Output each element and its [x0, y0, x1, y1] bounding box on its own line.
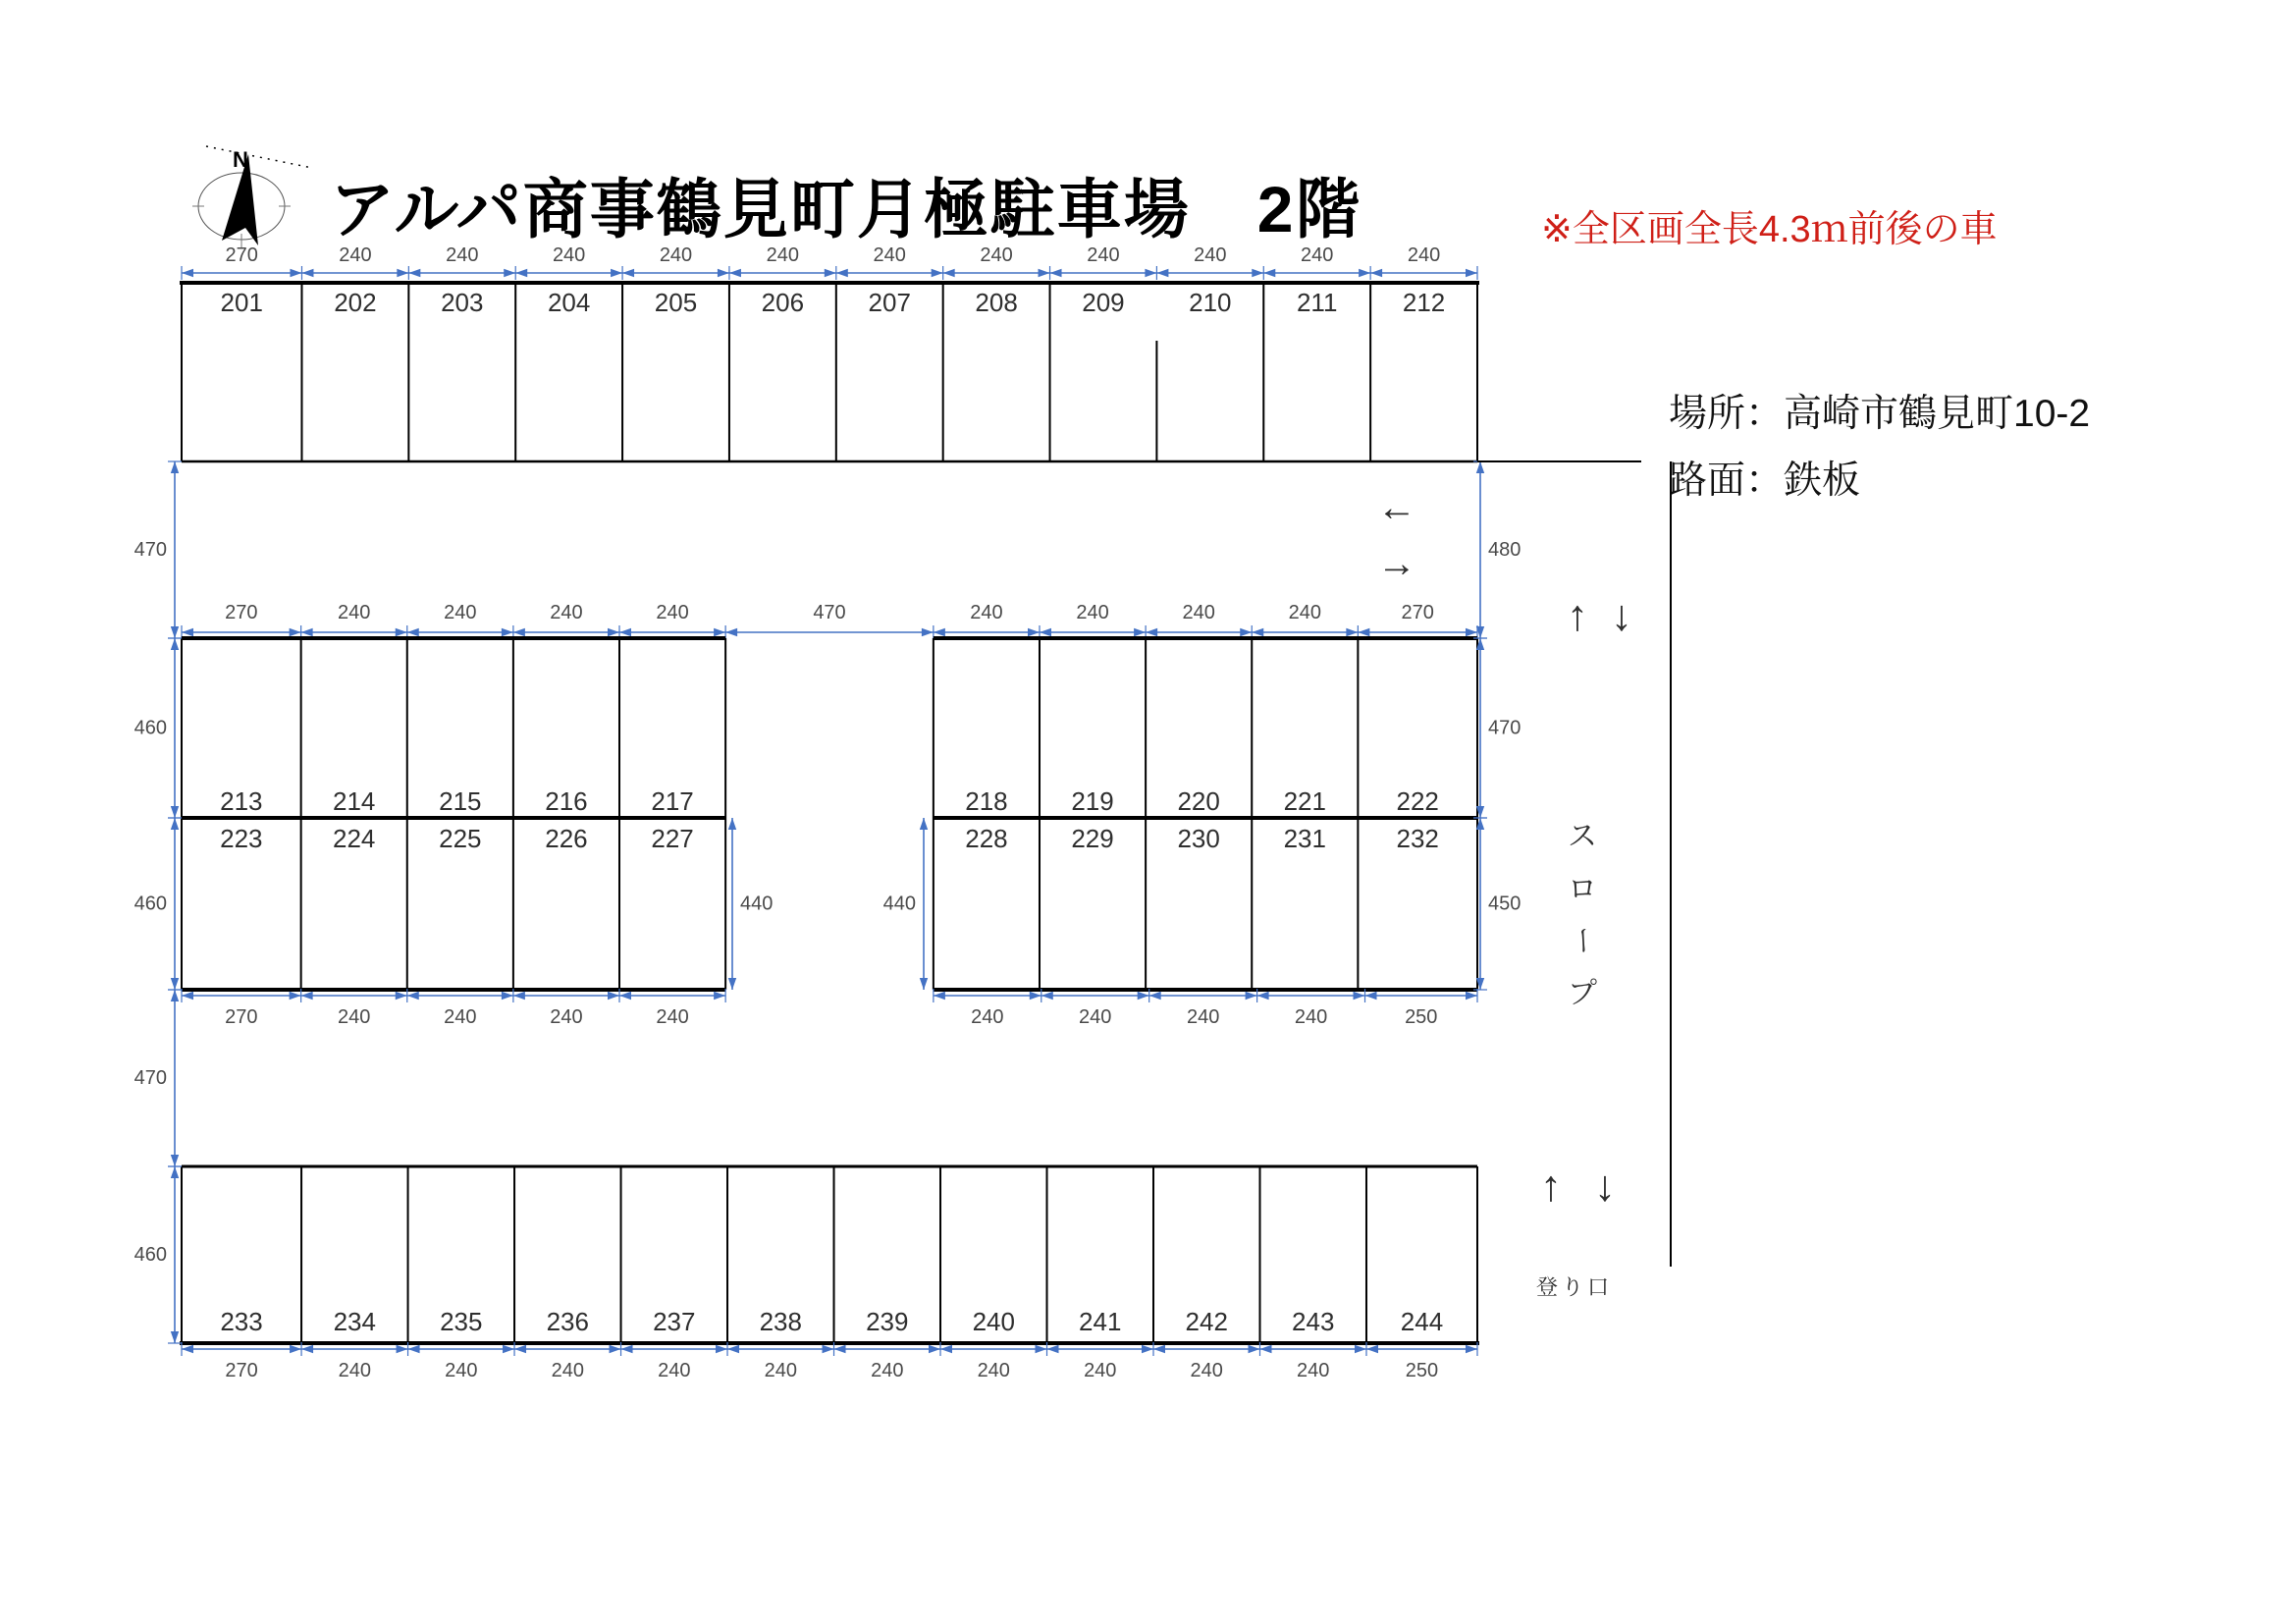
bottom-dim-arrow	[1047, 1345, 1059, 1353]
space-label: 232	[1396, 824, 1439, 853]
mid-dim-arrow	[502, 628, 513, 636]
space-label: 218	[965, 786, 1008, 816]
bottom-dim-arrow	[621, 1345, 633, 1353]
bottom-dim-label: 250	[1405, 1360, 1439, 1381]
top-dim-label: 240	[552, 244, 586, 266]
top-dim-label: 240	[766, 244, 800, 266]
space-label: 228	[965, 824, 1008, 853]
top-dim-arrow	[622, 269, 634, 277]
space-label: 235	[440, 1307, 483, 1336]
top-dim-arrow	[836, 269, 848, 277]
bottom-dim-label: 240	[1084, 1360, 1117, 1381]
top-dim-label: 240	[1407, 244, 1441, 266]
mid-dim-arrow	[182, 628, 193, 636]
bottom-dim-arrow	[290, 1345, 301, 1353]
top-dim-label: 240	[1087, 244, 1120, 266]
bottom-dim-arrow	[1142, 1345, 1153, 1353]
mid2-dim-right-arrow	[1041, 992, 1053, 1000]
space-label: 203	[441, 288, 484, 317]
mid2-dim-left-arrow	[407, 992, 419, 1000]
inner-dim-arrow	[728, 978, 736, 990]
top-dim-label: 240	[659, 244, 693, 266]
bottom-dim-arrow	[834, 1345, 846, 1353]
top-dim-arrow	[1466, 269, 1477, 277]
bottom-dim-arrow	[1366, 1345, 1378, 1353]
mid2-dim-left-arrow	[396, 992, 407, 1000]
top-dim-label: 240	[339, 244, 372, 266]
mid2-dim-right-arrow	[1030, 992, 1041, 1000]
ramp-label-char: ー	[1566, 926, 1599, 955]
space-label: 237	[653, 1307, 696, 1336]
space-label: 216	[545, 786, 588, 816]
bottom-dim-label: 240	[445, 1360, 478, 1381]
top-dim-arrow	[1156, 269, 1168, 277]
left-dim-label: 460	[133, 893, 167, 915]
space-label: 208	[975, 288, 1018, 317]
mid-dim-arrow	[619, 628, 631, 636]
mid2-dim-right-arrow	[1466, 992, 1477, 1000]
mid2-dim-left-arrow	[714, 992, 725, 1000]
space-label: 229	[1071, 824, 1114, 853]
top-dim-arrow	[1050, 269, 1062, 277]
space-label: 222	[1396, 786, 1439, 816]
space-label: 212	[1402, 288, 1446, 317]
mid-dim-arrow	[725, 628, 737, 636]
mid-dim-label: 240	[444, 602, 477, 623]
top-dim-arrow	[504, 269, 515, 277]
mid2-dim-right-arrow	[1138, 992, 1149, 1000]
location-text: 場所：高崎市鶴見町10-2	[1669, 393, 2091, 435]
top-dim-arrow	[182, 269, 193, 277]
mid-dim-arrow	[922, 628, 934, 636]
left-dim-arrow	[171, 978, 179, 990]
top-dim-arrow	[1263, 269, 1275, 277]
mid-dim-arrow	[1146, 628, 1157, 636]
mid-dim-arrow	[1134, 628, 1146, 636]
left-dim-arrow	[171, 990, 179, 1001]
space-label: 215	[439, 786, 482, 816]
space-label: 234	[333, 1307, 376, 1336]
inner-dim-label: 440	[740, 893, 774, 915]
space-label: 231	[1283, 824, 1326, 853]
space-label: 221	[1283, 786, 1326, 816]
space-label: 214	[333, 786, 376, 816]
mid-dim-label: 240	[1076, 602, 1109, 623]
mid2-dim-left-arrow	[301, 992, 313, 1000]
right-dim-arrow	[1476, 461, 1484, 473]
ramp-label-char: ロ	[1568, 873, 1597, 906]
ramp-up-arrow-lower: ↑	[1540, 1162, 1562, 1211]
size-note: ※全区画全長4.3ｍ前後の車	[1541, 209, 1998, 250]
mid2-dim-left-arrow	[502, 992, 513, 1000]
bottom-dim-arrow	[301, 1345, 313, 1353]
space-label: 207	[868, 288, 911, 317]
bottom-dim-label: 240	[764, 1360, 797, 1381]
bottom-dim-label: 240	[1190, 1360, 1223, 1381]
left-dim-arrow	[171, 1155, 179, 1166]
mid2-dim-left-arrow	[513, 992, 525, 1000]
mid-dim-arrow	[1466, 628, 1477, 636]
top-dim-label: 240	[980, 244, 1013, 266]
space-label: 226	[545, 824, 588, 853]
right-dim-label: 470	[1488, 717, 1522, 739]
bottom-dim-arrow	[1466, 1345, 1477, 1353]
mid-dim-label: 240	[1288, 602, 1321, 623]
left-dim-arrow	[171, 1166, 179, 1178]
bottom-dim-arrow	[503, 1345, 514, 1353]
mid2-dim-right-label: 240	[1186, 1006, 1220, 1028]
space-label: 219	[1071, 786, 1114, 816]
space-label: 225	[439, 824, 482, 853]
bottom-dim-arrow	[610, 1345, 621, 1353]
mid-dim-arrow	[1252, 628, 1263, 636]
ramp-down-arrow-lower: ↓	[1594, 1162, 1616, 1211]
mid-dim-arrow	[1240, 628, 1252, 636]
space-label: 201	[220, 288, 263, 317]
mid2-dim-left-label: 240	[338, 1006, 371, 1028]
ramp-entrance-label: 登り口	[1535, 1274, 1614, 1300]
inner-dim-label: 440	[882, 893, 916, 915]
right-dim-label: 450	[1488, 893, 1522, 915]
mid2-dim-left-arrow	[182, 992, 193, 1000]
right-dim-label: 480	[1488, 539, 1522, 561]
aisle-right-arrow: →	[1377, 542, 1416, 585]
mid-dim-label: 240	[550, 602, 583, 623]
left-dim-arrow	[171, 626, 179, 638]
space-label: 227	[651, 824, 694, 853]
space-label: 202	[334, 288, 377, 317]
space-label: 230	[1177, 824, 1220, 853]
mid-dim-label: 270	[225, 602, 258, 623]
bottom-dim-arrow	[1153, 1345, 1165, 1353]
mid2-dim-right-arrow	[1365, 992, 1377, 1000]
left-dim-label: 460	[133, 1244, 167, 1266]
mid-dim-arrow	[1040, 628, 1051, 636]
space-label: 242	[1185, 1307, 1228, 1336]
bottom-dim-label: 240	[658, 1360, 691, 1381]
mid2-dim-right-arrow	[934, 992, 945, 1000]
mid2-dim-right-label: 240	[971, 1006, 1004, 1028]
top-dim-arrow	[825, 269, 836, 277]
space-label: 241	[1079, 1307, 1122, 1336]
page-title: アルパ商事鶴見町月極駐車場 2階	[330, 173, 1362, 245]
space-label: 238	[759, 1307, 802, 1336]
bottom-dim-arrow	[929, 1345, 940, 1353]
left-dim-arrow	[171, 638, 179, 650]
space-label: 243	[1292, 1307, 1335, 1336]
mid-dim-arrow	[407, 628, 419, 636]
mid-dim-arrow	[1358, 628, 1369, 636]
ramp-up-arrow-upper: ↑	[1567, 591, 1588, 640]
top-dim-arrow	[611, 269, 622, 277]
mid2-dim-right-arrow	[1149, 992, 1161, 1000]
mid2-dim-right-arrow	[1354, 992, 1365, 1000]
left-dim-label: 470	[133, 1067, 167, 1089]
mid2-dim-left-arrow	[608, 992, 619, 1000]
top-dim-label: 270	[225, 244, 258, 266]
bottom-dim-arrow	[940, 1345, 952, 1353]
inner-dim-arrow	[728, 818, 736, 830]
space-label: 206	[761, 288, 805, 317]
bottom-dim-label: 240	[338, 1360, 371, 1381]
bottom-dim-arrow	[514, 1345, 526, 1353]
bottom-dim-label: 240	[551, 1360, 584, 1381]
bottom-dim-label: 240	[1297, 1360, 1330, 1381]
bottom-dim-arrow	[1248, 1345, 1259, 1353]
mid-dim-arrow	[714, 628, 725, 636]
bottom-dim-arrow	[182, 1345, 193, 1353]
mid-dim-arrow	[608, 628, 619, 636]
aisle-left-arrow: ←	[1377, 486, 1416, 529]
bottom-dim-arrow	[1355, 1345, 1366, 1353]
left-dim-label: 470	[133, 539, 167, 561]
space-label: 205	[654, 288, 698, 317]
top-dim-arrow	[1039, 269, 1050, 277]
space-label: 220	[1177, 786, 1220, 816]
left-dim-label: 460	[133, 717, 167, 739]
left-dim-arrow	[171, 806, 179, 818]
mid2-dim-left-label: 270	[225, 1006, 258, 1028]
ramp-label-char: ス	[1568, 820, 1597, 853]
bottom-dim-arrow	[1036, 1345, 1047, 1353]
left-dim-arrow	[171, 818, 179, 830]
top-dim-arrow	[301, 269, 313, 277]
mid-dim-label: 470	[813, 602, 846, 623]
bottom-dim-arrow	[1259, 1345, 1271, 1353]
top-dim-arrow	[1370, 269, 1382, 277]
space-label: 239	[866, 1307, 909, 1336]
top-dim-arrow	[943, 269, 955, 277]
mid2-dim-right-arrow	[1246, 992, 1257, 1000]
mid2-dim-right-label: 240	[1294, 1006, 1328, 1028]
mid-dim-arrow	[290, 628, 301, 636]
mid2-dim-right-label: 240	[1079, 1006, 1112, 1028]
top-dim-arrow	[1359, 269, 1370, 277]
top-dim-label: 240	[446, 244, 479, 266]
mid2-dim-right-arrow	[1257, 992, 1269, 1000]
top-dim-label: 240	[1194, 244, 1227, 266]
space-label: 244	[1400, 1307, 1444, 1336]
bottom-dim-arrow	[823, 1345, 834, 1353]
top-dim-arrow	[1252, 269, 1263, 277]
top-dim-arrow	[729, 269, 741, 277]
space-label: 210	[1189, 288, 1232, 317]
bottom-dim-arrow	[397, 1345, 408, 1353]
space-label: 223	[220, 824, 263, 853]
mid2-dim-left-arrow	[619, 992, 631, 1000]
mid2-dim-left-label: 240	[444, 1006, 477, 1028]
mid-dim-label: 270	[1401, 602, 1434, 623]
mid2-dim-left-arrow	[290, 992, 301, 1000]
compass-north-label: N	[233, 147, 248, 172]
mid-dim-label: 240	[970, 602, 1003, 623]
space-label: 233	[220, 1307, 263, 1336]
mid2-dim-left-label: 240	[550, 1006, 583, 1028]
bottom-dim-arrow	[716, 1345, 727, 1353]
surface-text: 路面：鉄板	[1669, 460, 1861, 502]
top-dim-label: 240	[873, 244, 906, 266]
top-dim-arrow	[1145, 269, 1156, 277]
space-label: 224	[333, 824, 376, 853]
top-dim-arrow	[515, 269, 527, 277]
mid-dim-arrow	[934, 628, 945, 636]
top-dim-arrow	[408, 269, 420, 277]
space-label: 204	[547, 288, 591, 317]
ramp-label-char: プ	[1568, 977, 1597, 1010]
mid-dim-arrow	[513, 628, 525, 636]
mid-dim-label: 240	[1182, 602, 1215, 623]
mid2-dim-right-label: 250	[1405, 1006, 1438, 1028]
space-label: 209	[1082, 288, 1125, 317]
mid-dim-arrow	[301, 628, 313, 636]
left-dim-arrow	[171, 1331, 179, 1343]
top-dim-label: 240	[1301, 244, 1334, 266]
space-label: 217	[651, 786, 694, 816]
mid-dim-label: 240	[338, 602, 371, 623]
top-dim-arrow	[718, 269, 729, 277]
space-label: 213	[220, 786, 263, 816]
bottom-dim-arrow	[408, 1345, 420, 1353]
top-dim-arrow	[397, 269, 408, 277]
mid-dim-arrow	[396, 628, 407, 636]
mid-dim-arrow	[1028, 628, 1040, 636]
top-dim-arrow	[290, 269, 301, 277]
mid-dim-label: 240	[656, 602, 689, 623]
bottom-dim-label: 240	[871, 1360, 904, 1381]
inner-dim-arrow	[920, 818, 928, 830]
bottom-dim-label: 270	[225, 1360, 258, 1381]
left-dim-arrow	[171, 461, 179, 473]
ramp-down-arrow-upper: ↓	[1611, 591, 1632, 640]
top-dim-arrow	[932, 269, 943, 277]
mid2-dim-left-label: 240	[656, 1006, 689, 1028]
space-label: 211	[1296, 288, 1338, 317]
bottom-dim-label: 240	[977, 1360, 1010, 1381]
inner-dim-arrow	[920, 978, 928, 990]
space-label: 236	[546, 1307, 589, 1336]
bottom-dim-arrow	[727, 1345, 739, 1353]
space-label: 240	[972, 1307, 1015, 1336]
mid-dim-arrow	[1346, 628, 1358, 636]
